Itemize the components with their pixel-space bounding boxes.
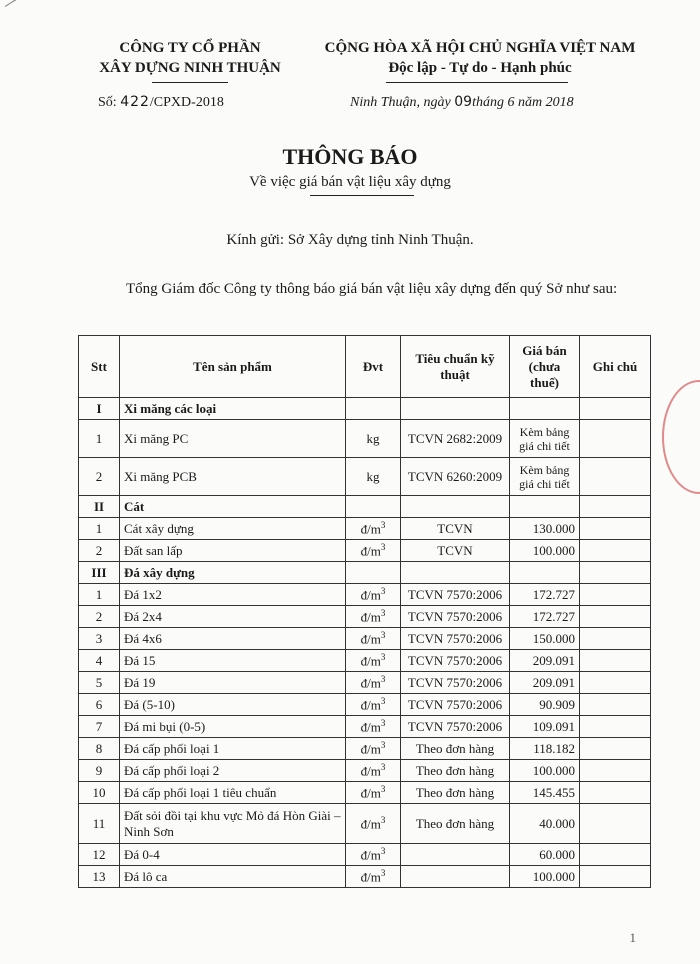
row-note: [580, 844, 651, 866]
row-price: [510, 694, 580, 716]
row-price-text: 209.091: [532, 674, 575, 690]
row-product-name: [120, 540, 346, 562]
row-standard-text: TCVN 7570:2006: [407, 608, 503, 624]
section-number-text: I: [96, 400, 102, 416]
row-price-text: 40.000: [539, 815, 575, 831]
row-standard: [401, 628, 510, 650]
row-standard-text: TCVN: [437, 542, 473, 558]
row-price: [510, 584, 580, 606]
row-unit: [346, 782, 401, 804]
row-product-name-text: Xi măng PC: [124, 430, 189, 446]
row-stt: [79, 540, 120, 562]
row-unit-superscript: 3: [380, 739, 386, 750]
row-price: [510, 716, 580, 738]
row-note: [580, 804, 651, 844]
row-price: [510, 518, 580, 540]
row-unit: [346, 458, 401, 496]
row-unit: [346, 584, 401, 606]
row-product-name-text: Đá mi bụi (0-5): [124, 718, 206, 734]
header-note: Ghi chú: [580, 336, 651, 398]
row-stt: [79, 584, 120, 606]
row-note: [580, 628, 651, 650]
row-unit-text: đ/m: [360, 785, 381, 801]
table-row: [79, 738, 651, 760]
row-unit-superscript: 3: [380, 717, 386, 728]
section-name: [120, 496, 346, 518]
row-stt: [79, 606, 120, 628]
row-unit-text: đ/m: [360, 847, 381, 863]
place-date-prefix: Ninh Thuận, ngày: [350, 95, 455, 110]
row-note: [580, 540, 651, 562]
section-name: [120, 398, 346, 420]
recipient-line: Kính gửi: Sở Xây dựng tỉnh Ninh Thuận.: [226, 232, 474, 248]
company-underline: [152, 82, 228, 83]
table-row: [79, 716, 651, 738]
row-standard-text: TCVN 7570:2006: [407, 586, 503, 602]
row-product-name: [120, 584, 346, 606]
page-number: 1: [629, 930, 636, 945]
row-stt-text: 10: [92, 784, 106, 800]
table-row: [79, 694, 651, 716]
row-price-text: Kèm bảng giá chi tiết: [519, 424, 570, 453]
row-unit: [346, 540, 401, 562]
row-note: [580, 420, 651, 458]
row-stt-text: 8: [95, 740, 103, 756]
row-standard-text: TCVN 2682:2009: [407, 430, 503, 446]
row-product-name: [120, 782, 346, 804]
section-row: [79, 398, 651, 420]
row-product-name-text: Đá 0-4: [124, 846, 160, 862]
row-stt-text: 3: [95, 630, 103, 646]
row-unit-superscript: 3: [380, 673, 386, 684]
row-standard-text: Theo đơn hàng: [415, 740, 495, 756]
row-product-name: [120, 694, 346, 716]
motto-underline: [386, 82, 568, 83]
row-unit-superscript: 3: [380, 519, 386, 530]
row-standard-text: Theo đơn hàng: [415, 762, 495, 778]
row-price: [510, 540, 580, 562]
row-unit-text: đ/m: [360, 763, 381, 779]
row-unit: [346, 650, 401, 672]
row-stt-text: 11: [92, 815, 106, 831]
row-stt-text: 4: [95, 652, 103, 668]
row-unit-text: đ/m: [360, 609, 381, 625]
row-product-name-text: Cát xây dựng: [124, 520, 194, 536]
section-note-cell: [580, 562, 651, 584]
row-product-name: [120, 672, 346, 694]
row-price: [510, 844, 580, 866]
row-price: [510, 628, 580, 650]
row-product-name: [120, 866, 346, 888]
section-name-text: Đá xây dựng: [124, 564, 195, 580]
section-name: [120, 562, 346, 584]
row-product-name: [120, 650, 346, 672]
row-price: [510, 738, 580, 760]
row-unit-superscript: 3: [380, 783, 386, 794]
row-unit-superscript: 3: [380, 761, 386, 772]
national-motto: Độc lập - Tự do - Hạnh phúc: [388, 60, 572, 76]
place-date: [350, 94, 574, 111]
row-unit-text: đ/m: [360, 587, 381, 603]
table-row: [79, 518, 651, 540]
section-row: [79, 496, 651, 518]
row-product-name-text: Đá cấp phối loại 1 tiêu chuẩn: [124, 784, 277, 800]
row-standard: [401, 760, 510, 782]
row-product-name-text: Đất sỏi đồi tại khu vực Mỏ đá Hòn Giài – Ninh Sơn: [124, 807, 341, 839]
row-note: [580, 716, 651, 738]
row-standard: [401, 650, 510, 672]
section-number-text: III: [91, 564, 107, 580]
row-unit: [346, 518, 401, 540]
table-row: [79, 628, 651, 650]
section-price-cell: [510, 398, 580, 420]
row-price: [510, 420, 580, 458]
header-price: Giá bán (chưa thuế): [510, 336, 580, 398]
row-unit: [346, 844, 401, 866]
row-unit-text: đ/m: [360, 675, 381, 691]
row-note: [580, 584, 651, 606]
company-header: [70, 38, 310, 78]
row-product-name-text: Đá cấp phối loại 1: [124, 740, 220, 756]
table-row: [79, 804, 651, 844]
row-price-text: 100.000: [532, 542, 575, 558]
table-row: [79, 760, 651, 782]
company-name-line2: XÂY DỰNG NINH THUẬN: [99, 60, 281, 76]
table-row: [79, 584, 651, 606]
section-unit-cell: [346, 496, 401, 518]
row-stt: [79, 844, 120, 866]
row-price: [510, 782, 580, 804]
table-row: [79, 844, 651, 866]
row-unit-text: kg: [366, 468, 380, 484]
section-standard-cell: [401, 398, 510, 420]
row-price-text: 109.091: [532, 718, 575, 734]
section-standard-cell: [401, 562, 510, 584]
row-stt: [79, 738, 120, 760]
row-product-name-text: Đá lô ca: [124, 868, 168, 884]
row-price: [510, 760, 580, 782]
row-unit: [346, 716, 401, 738]
row-standard: [401, 518, 510, 540]
row-standard: [401, 540, 510, 562]
row-unit-text: đ/m: [360, 697, 381, 713]
row-note: [580, 606, 651, 628]
row-standard: [401, 738, 510, 760]
row-standard: [401, 458, 510, 496]
row-unit: [346, 866, 401, 888]
row-standard: [401, 804, 510, 844]
row-stt-text: 1: [95, 586, 103, 602]
table-row: [79, 420, 651, 458]
row-unit-superscript: 3: [380, 651, 386, 662]
row-product-name: [120, 804, 346, 844]
table-row: [79, 606, 651, 628]
table-row: [79, 672, 651, 694]
section-name-text: Cát: [124, 498, 145, 514]
row-stt-text: 1: [95, 430, 103, 446]
row-standard-text: TCVN 7570:2006: [407, 696, 503, 712]
row-product-name-text: Đá 15: [124, 652, 156, 668]
row-unit-superscript: 3: [380, 585, 386, 596]
subtitle-underline: [310, 195, 414, 196]
row-stt-text: 9: [95, 762, 103, 778]
header-unit: Đvt: [346, 336, 401, 398]
row-price-text: 145.455: [532, 784, 575, 800]
row-stt-text: 6: [95, 696, 103, 712]
row-unit: [346, 672, 401, 694]
row-unit: [346, 760, 401, 782]
place-date-day: 09: [454, 94, 473, 110]
row-standard: [401, 606, 510, 628]
row-stt-text: 12: [92, 846, 106, 862]
row-standard: [401, 672, 510, 694]
row-unit-superscript: 3: [380, 695, 386, 706]
national-name: CỘNG HÒA XÃ HỘI CHỦ NGHĨA VIỆT NAM: [324, 40, 636, 56]
row-stt: [79, 650, 120, 672]
table-header-row: [79, 336, 651, 398]
row-unit-superscript: 3: [380, 607, 386, 618]
row-stt-text: 1: [95, 520, 103, 536]
row-note: [580, 458, 651, 496]
row-note: [580, 650, 651, 672]
row-unit: [346, 804, 401, 844]
row-standard-text: TCVN 7570:2006: [407, 674, 503, 690]
row-stt: [79, 760, 120, 782]
row-standard-text: Theo đơn hàng: [415, 815, 495, 831]
row-standard: [401, 716, 510, 738]
place-date-suffix: tháng 6 năm 2018: [472, 95, 574, 110]
row-product-name: [120, 420, 346, 458]
row-stt-text: 7: [95, 718, 103, 734]
row-price-text: 209.091: [532, 652, 575, 668]
header-name: Tên sản phẩm: [120, 336, 346, 398]
row-note: [580, 782, 651, 804]
row-stt: [79, 694, 120, 716]
table-row: [79, 866, 651, 888]
row-standard-text: TCVN 7570:2006: [407, 652, 503, 668]
row-note: [580, 672, 651, 694]
row-product-name: [120, 760, 346, 782]
section-price-cell: [510, 496, 580, 518]
row-unit: [346, 628, 401, 650]
row-price: [510, 866, 580, 888]
section-standard-cell: [401, 496, 510, 518]
row-product-name: [120, 518, 346, 540]
row-price: [510, 672, 580, 694]
header-stt: Stt: [79, 336, 120, 398]
section-note-cell: [580, 496, 651, 518]
table-row: [79, 782, 651, 804]
row-product-name: [120, 844, 346, 866]
price-table: [78, 335, 651, 888]
row-stt: [79, 804, 120, 844]
national-header: [290, 38, 670, 78]
row-stt: [79, 628, 120, 650]
row-standard-text: TCVN 6260:2009: [407, 468, 503, 484]
row-price-text: 118.182: [533, 740, 575, 756]
row-unit-superscript: 3: [380, 845, 386, 856]
row-price-text: 130.000: [532, 520, 575, 536]
row-unit-text: đ/m: [360, 719, 381, 735]
row-stt-text: 2: [95, 468, 103, 484]
doc-number-prefix: Số:: [98, 95, 121, 110]
doc-number-value: 422: [120, 94, 150, 110]
row-standard-text: Theo đơn hàng: [415, 784, 495, 800]
row-price-text: 60.000: [539, 846, 575, 862]
row-product-name-text: Xi măng PCB: [124, 468, 197, 484]
section-name-text: Xi măng các loại: [124, 400, 217, 416]
row-note: [580, 760, 651, 782]
row-standard: [401, 866, 510, 888]
row-price: [510, 804, 580, 844]
row-product-name-text: Đá 19: [124, 674, 156, 690]
row-unit: [346, 420, 401, 458]
row-product-name: [120, 458, 346, 496]
row-product-name: [120, 716, 346, 738]
row-unit-text: kg: [366, 430, 380, 446]
row-product-name-text: Đá cấp phối loại 2: [124, 762, 220, 778]
row-stt: [79, 420, 120, 458]
row-unit-superscript: 3: [380, 629, 386, 640]
section-row: [79, 562, 651, 584]
row-unit: [346, 694, 401, 716]
row-stt: [79, 458, 120, 496]
row-unit-text: đ/m: [360, 653, 381, 669]
row-price: [510, 606, 580, 628]
row-price: [510, 650, 580, 672]
row-stt: [79, 672, 120, 694]
row-price-text: 150.000: [532, 630, 575, 646]
row-standard: [401, 584, 510, 606]
row-note: [580, 518, 651, 540]
row-stt-text: 13: [92, 868, 106, 884]
row-standard: [401, 782, 510, 804]
row-note: [580, 738, 651, 760]
row-price-text: Kèm bảng giá chi tiết: [519, 462, 570, 491]
document-number: [98, 94, 224, 111]
document-subtitle: Về việc giá bán vật liệu xây dựng: [249, 174, 451, 190]
row-price-text: 100.000: [532, 762, 575, 778]
section-unit-cell: [346, 398, 401, 420]
row-standard-text: TCVN: [437, 520, 473, 536]
row-unit: [346, 738, 401, 760]
scan-mark: [5, 0, 29, 7]
row-standard: [401, 420, 510, 458]
row-stt: [79, 782, 120, 804]
doc-number-suffix: /CPXD-2018: [149, 95, 224, 110]
row-product-name: [120, 606, 346, 628]
section-number-text: II: [93, 498, 105, 514]
row-product-name-text: Đá (5-10): [124, 696, 175, 712]
row-unit-text: đ/m: [360, 521, 381, 537]
row-stt: [79, 518, 120, 540]
row-unit: [346, 606, 401, 628]
row-product-name-text: Đá 4x6: [124, 630, 162, 646]
row-price-text: 172.727: [532, 608, 575, 624]
row-price: [510, 458, 580, 496]
row-unit-text: đ/m: [360, 741, 381, 757]
row-note: [580, 694, 651, 716]
row-standard-text: TCVN 7570:2006: [407, 718, 503, 734]
row-unit-text: đ/m: [360, 631, 381, 647]
section-number: [79, 562, 120, 584]
row-note: [580, 866, 651, 888]
table-row: [79, 650, 651, 672]
company-name-line1: CÔNG TY CỔ PHẦN: [119, 40, 261, 56]
table-row: [79, 458, 651, 496]
row-price-text: 90.909: [539, 696, 575, 712]
row-standard: [401, 844, 510, 866]
section-price-cell: [510, 562, 580, 584]
row-unit-text: đ/m: [360, 869, 381, 885]
document-title: THÔNG BÁO: [282, 144, 418, 169]
row-standard: [401, 694, 510, 716]
row-stt-text: 2: [95, 608, 103, 624]
row-product-name: [120, 628, 346, 650]
row-product-name-text: Đất san lấp: [124, 542, 183, 558]
section-note-cell: [580, 398, 651, 420]
intro-paragraph: Tổng Giám đốc Công ty thông báo giá bán vật liệu xây dựng đến quý Sở như sau:: [126, 281, 618, 297]
row-price-text: 100.000: [532, 868, 575, 884]
section-number: [79, 398, 120, 420]
row-unit-superscript: 3: [380, 814, 386, 825]
row-product-name-text: Đá 2x4: [124, 608, 162, 624]
section-unit-cell: [346, 562, 401, 584]
header-standard: Tiêu chuẩn kỹ thuật: [401, 336, 510, 398]
row-stt-text: 2: [95, 542, 103, 558]
row-unit-superscript: 3: [380, 867, 386, 878]
row-stt: [79, 716, 120, 738]
row-unit-text: đ/m: [360, 816, 381, 832]
row-stt: [79, 866, 120, 888]
row-standard-text: TCVN 7570:2006: [407, 630, 503, 646]
row-stt-text: 5: [95, 674, 103, 690]
row-unit-superscript: 3: [380, 541, 386, 552]
row-unit-text: đ/m: [360, 543, 381, 559]
company-seal: [662, 380, 700, 494]
row-product-name: [120, 738, 346, 760]
section-number: [79, 496, 120, 518]
table-row: [79, 540, 651, 562]
row-product-name-text: Đá 1x2: [124, 586, 162, 602]
row-price-text: 172.727: [532, 586, 575, 602]
